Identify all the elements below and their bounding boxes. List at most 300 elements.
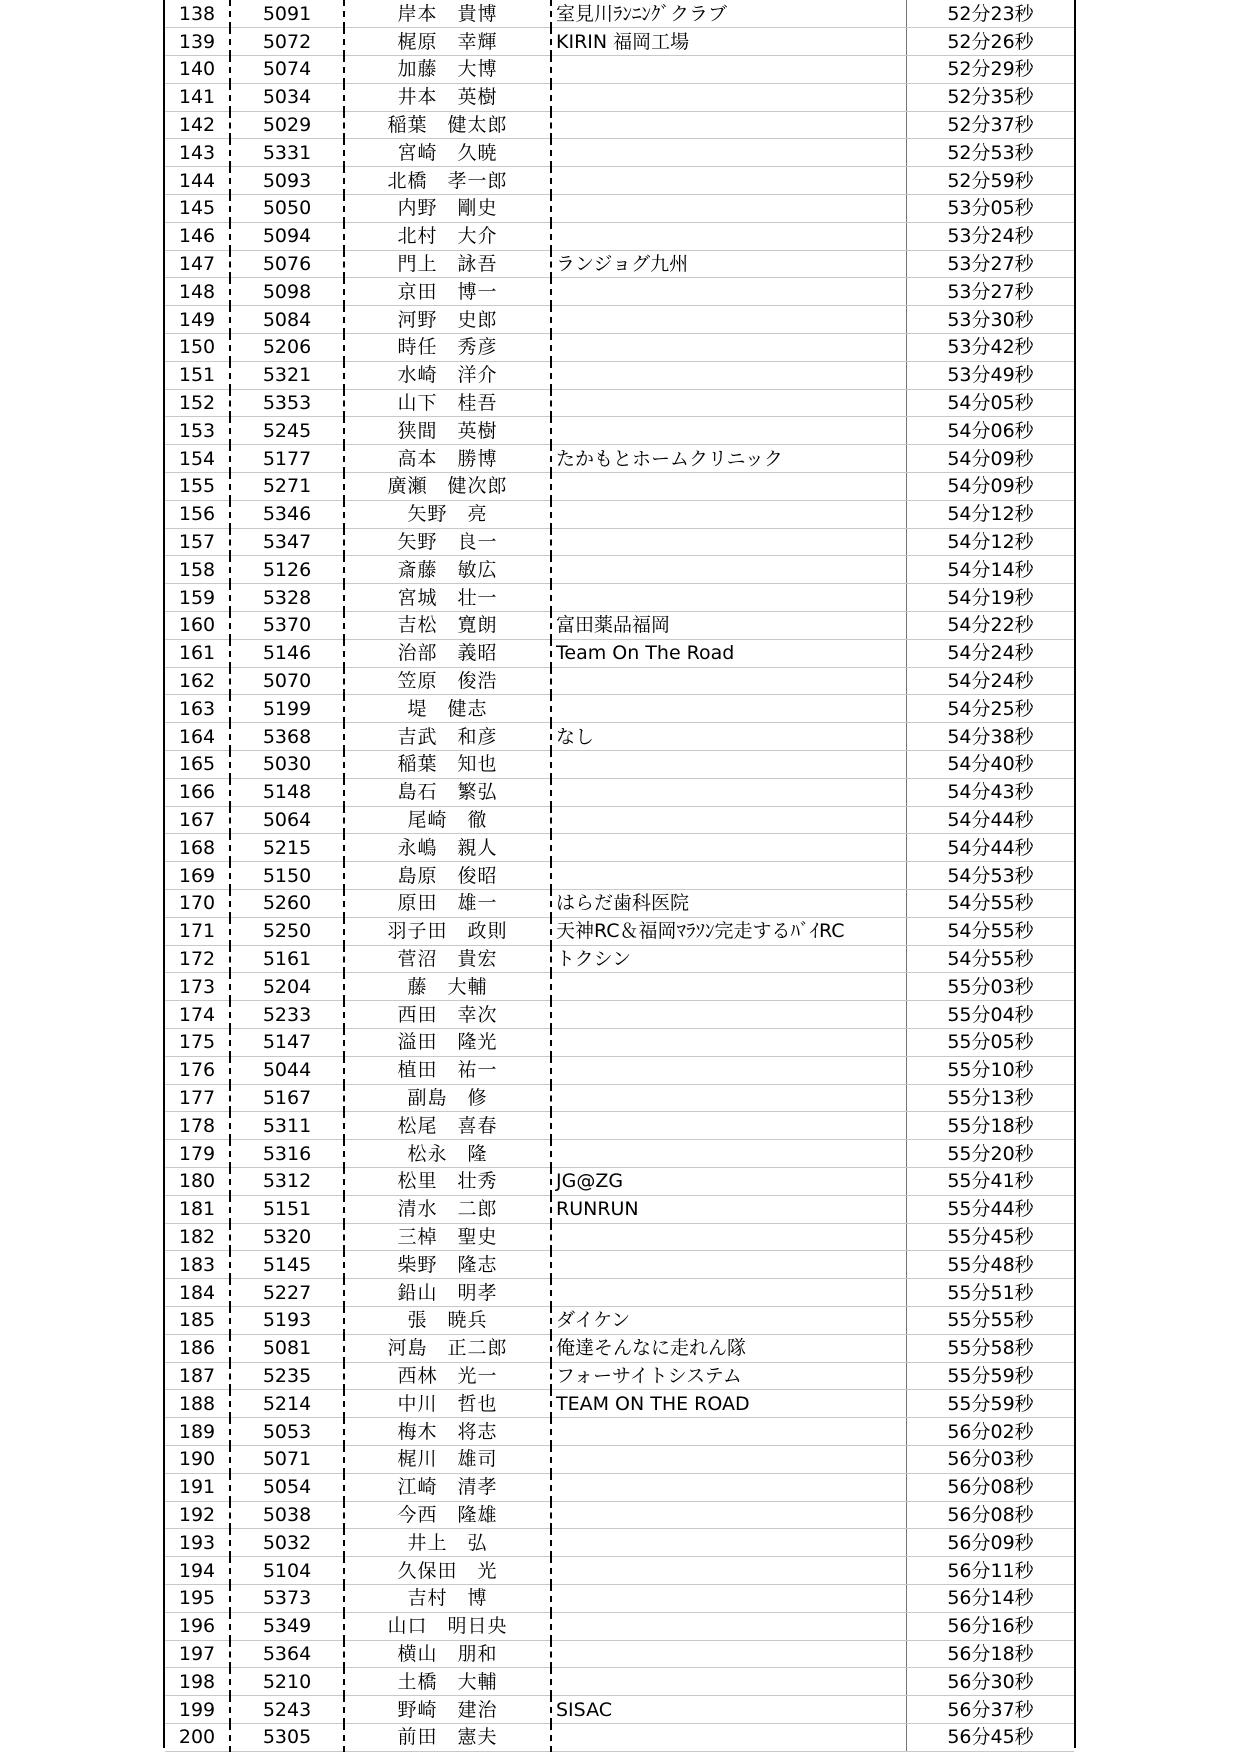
club-name-cell bbox=[551, 1501, 907, 1529]
club-name-cell bbox=[551, 1056, 907, 1084]
finish-time-cell: 55分45秒 bbox=[907, 1223, 1075, 1251]
finish-time-cell: 54分19秒 bbox=[907, 584, 1075, 612]
rank-cell: 173 bbox=[165, 973, 230, 1001]
rank-cell: 161 bbox=[165, 639, 230, 667]
rank-cell: 172 bbox=[165, 945, 230, 973]
rank-cell: 178 bbox=[165, 1112, 230, 1140]
bib-number-cell: 5084 bbox=[230, 306, 344, 334]
bib-number-cell: 5167 bbox=[230, 1084, 344, 1112]
club-name-cell bbox=[551, 584, 907, 612]
club-name-cell bbox=[551, 1473, 907, 1501]
runner-name-cell: 島原 俊昭 bbox=[344, 862, 551, 890]
finish-time-cell: 56分08秒 bbox=[907, 1473, 1075, 1501]
rank-cell: 193 bbox=[165, 1529, 230, 1557]
runner-name-cell: 松里 壮秀 bbox=[344, 1167, 551, 1195]
rank-cell: 195 bbox=[165, 1584, 230, 1612]
runner-name-cell: 尾崎 徹 bbox=[344, 806, 551, 834]
runner-name-cell: 内野 剛史 bbox=[344, 195, 551, 223]
club-name-cell bbox=[551, 778, 907, 806]
table-row bbox=[165, 1306, 1074, 1334]
club-name-cell: ランジョグ九州 bbox=[551, 250, 907, 278]
bib-number-cell: 5204 bbox=[230, 973, 344, 1001]
finish-time-cell: 54分12秒 bbox=[907, 528, 1075, 556]
rank-cell: 153 bbox=[165, 417, 230, 445]
table-row bbox=[165, 139, 1074, 167]
runner-name-cell: 松永 隆 bbox=[344, 1140, 551, 1168]
runner-name-cell: 高本 勝博 bbox=[344, 445, 551, 473]
club-name-cell bbox=[551, 1418, 907, 1446]
club-name-cell: SISAC bbox=[551, 1696, 907, 1724]
table-row bbox=[165, 1251, 1074, 1279]
rank-cell: 159 bbox=[165, 584, 230, 612]
finish-time-cell: 55分44秒 bbox=[907, 1195, 1075, 1223]
club-name-cell bbox=[551, 806, 907, 834]
runner-name-cell: 北村 大介 bbox=[344, 222, 551, 250]
bib-number-cell: 5250 bbox=[230, 917, 344, 945]
bib-number-cell: 5034 bbox=[230, 83, 344, 111]
rank-cell: 189 bbox=[165, 1418, 230, 1446]
runner-name-cell: 斎藤 敏広 bbox=[344, 556, 551, 584]
bib-number-cell: 5038 bbox=[230, 1501, 344, 1529]
club-name-cell bbox=[551, 500, 907, 528]
runner-name-cell: 永嶋 親人 bbox=[344, 834, 551, 862]
runner-name-cell: 京田 博一 bbox=[344, 278, 551, 306]
results-sheet bbox=[163, 0, 1076, 1748]
table-row bbox=[165, 473, 1074, 501]
bib-number-cell: 5193 bbox=[230, 1306, 344, 1334]
bib-number-cell: 5260 bbox=[230, 890, 344, 918]
finish-time-cell: 54分24秒 bbox=[907, 639, 1075, 667]
runner-name-cell: 中川 哲也 bbox=[344, 1390, 551, 1418]
rank-cell: 143 bbox=[165, 139, 230, 167]
finish-time-cell: 56分14秒 bbox=[907, 1584, 1075, 1612]
bib-number-cell: 5214 bbox=[230, 1390, 344, 1418]
finish-time-cell: 54分43秒 bbox=[907, 778, 1075, 806]
finish-time-cell: 53分27秒 bbox=[907, 250, 1075, 278]
bib-number-cell: 5243 bbox=[230, 1696, 344, 1724]
bib-number-cell: 5098 bbox=[230, 278, 344, 306]
table-row bbox=[165, 778, 1074, 806]
runner-name-cell: 稲葉 健太郎 bbox=[344, 111, 551, 139]
finish-time-cell: 55分04秒 bbox=[907, 1001, 1075, 1029]
table-row bbox=[165, 695, 1074, 723]
finish-time-cell: 54分24秒 bbox=[907, 667, 1075, 695]
finish-time-cell: 55分13秒 bbox=[907, 1084, 1075, 1112]
runner-name-cell: 土橋 大輔 bbox=[344, 1668, 551, 1696]
club-name-cell: KIRIN 福岡工場 bbox=[551, 28, 907, 56]
table-row bbox=[165, 195, 1074, 223]
club-name-cell bbox=[551, 1001, 907, 1029]
runner-name-cell: 河野 史郎 bbox=[344, 306, 551, 334]
table-row bbox=[165, 612, 1074, 640]
finish-time-cell: 55分51秒 bbox=[907, 1279, 1075, 1307]
rank-cell: 194 bbox=[165, 1557, 230, 1585]
runner-name-cell: 藤 大輔 bbox=[344, 973, 551, 1001]
table-row bbox=[165, 445, 1074, 473]
runner-name-cell: 三棹 聖史 bbox=[344, 1223, 551, 1251]
table-row bbox=[165, 639, 1074, 667]
club-name-cell bbox=[551, 1251, 907, 1279]
club-name-cell: Team On The Road bbox=[551, 639, 907, 667]
rank-cell: 188 bbox=[165, 1390, 230, 1418]
bib-number-cell: 5030 bbox=[230, 751, 344, 779]
table-row bbox=[165, 500, 1074, 528]
runner-name-cell: 島石 繁弘 bbox=[344, 778, 551, 806]
club-name-cell bbox=[551, 1028, 907, 1056]
club-name-cell bbox=[551, 1445, 907, 1473]
rank-cell: 142 bbox=[165, 111, 230, 139]
rank-cell: 168 bbox=[165, 834, 230, 862]
table-row bbox=[165, 1445, 1074, 1473]
bib-number-cell: 5104 bbox=[230, 1557, 344, 1585]
runner-name-cell: 植田 祐一 bbox=[344, 1056, 551, 1084]
table-row bbox=[165, 28, 1074, 56]
club-name-cell bbox=[551, 862, 907, 890]
finish-time-cell: 55分03秒 bbox=[907, 973, 1075, 1001]
runner-name-cell: 堤 健志 bbox=[344, 695, 551, 723]
club-name-cell: 天神RC＆福岡ﾏﾗｿﾝ完走するﾊﾞｲRC bbox=[551, 917, 907, 945]
club-name-cell: 富田薬品福岡 bbox=[551, 612, 907, 640]
bib-number-cell: 5346 bbox=[230, 500, 344, 528]
bib-number-cell: 5331 bbox=[230, 139, 344, 167]
bib-number-cell: 5210 bbox=[230, 1668, 344, 1696]
rank-cell: 200 bbox=[165, 1723, 230, 1751]
table-row bbox=[165, 834, 1074, 862]
finish-time-cell: 54分05秒 bbox=[907, 389, 1075, 417]
table-row bbox=[165, 1668, 1074, 1696]
table-row bbox=[165, 1112, 1074, 1140]
table-row bbox=[165, 1418, 1074, 1446]
runner-name-cell: 井上 弘 bbox=[344, 1529, 551, 1557]
bib-number-cell: 5050 bbox=[230, 195, 344, 223]
rank-cell: 165 bbox=[165, 751, 230, 779]
club-name-cell bbox=[551, 83, 907, 111]
table-row bbox=[165, 222, 1074, 250]
rank-cell: 154 bbox=[165, 445, 230, 473]
finish-time-cell: 56分16秒 bbox=[907, 1612, 1075, 1640]
table-row bbox=[165, 1640, 1074, 1668]
table-row bbox=[165, 1501, 1074, 1529]
club-name-cell: はらだ歯科医院 bbox=[551, 890, 907, 918]
runner-name-cell: 鉛山 明孝 bbox=[344, 1279, 551, 1307]
table-row bbox=[165, 56, 1074, 84]
finish-time-cell: 52分59秒 bbox=[907, 167, 1075, 195]
runner-name-cell: 西田 幸次 bbox=[344, 1001, 551, 1029]
rank-cell: 167 bbox=[165, 806, 230, 834]
club-name-cell bbox=[551, 167, 907, 195]
club-name-cell bbox=[551, 1223, 907, 1251]
runner-name-cell: 北橋 孝一郎 bbox=[344, 167, 551, 195]
runner-name-cell: 柴野 隆志 bbox=[344, 1251, 551, 1279]
rank-cell: 199 bbox=[165, 1696, 230, 1724]
rank-cell: 162 bbox=[165, 667, 230, 695]
rank-cell: 198 bbox=[165, 1668, 230, 1696]
bib-number-cell: 5076 bbox=[230, 250, 344, 278]
table-row bbox=[165, 417, 1074, 445]
club-name-cell bbox=[551, 334, 907, 362]
table-row bbox=[165, 1056, 1074, 1084]
runner-name-cell: 山下 桂吾 bbox=[344, 389, 551, 417]
finish-time-cell: 54分55秒 bbox=[907, 945, 1075, 973]
runner-name-cell: 狭間 英樹 bbox=[344, 417, 551, 445]
runner-name-cell: 張 暁兵 bbox=[344, 1306, 551, 1334]
club-name-cell bbox=[551, 973, 907, 1001]
finish-time-cell: 56分09秒 bbox=[907, 1529, 1075, 1557]
rank-cell: 152 bbox=[165, 389, 230, 417]
bib-number-cell: 5151 bbox=[230, 1195, 344, 1223]
bib-number-cell: 5071 bbox=[230, 1445, 344, 1473]
table-row bbox=[165, 1723, 1074, 1751]
table-row bbox=[165, 945, 1074, 973]
club-name-cell: たかもとホームクリニック bbox=[551, 445, 907, 473]
table-row bbox=[165, 306, 1074, 334]
table-row bbox=[165, 278, 1074, 306]
runner-name-cell: 副島 修 bbox=[344, 1084, 551, 1112]
club-name-cell bbox=[551, 306, 907, 334]
table-row bbox=[165, 1473, 1074, 1501]
bib-number-cell: 5064 bbox=[230, 806, 344, 834]
runner-name-cell: 梶原 幸輝 bbox=[344, 28, 551, 56]
rank-cell: 145 bbox=[165, 195, 230, 223]
runner-name-cell: 加藤 大博 bbox=[344, 56, 551, 84]
table-row bbox=[165, 361, 1074, 389]
bib-number-cell: 5370 bbox=[230, 612, 344, 640]
finish-time-cell: 56分18秒 bbox=[907, 1640, 1075, 1668]
finish-time-cell: 56分30秒 bbox=[907, 1668, 1075, 1696]
table-row bbox=[165, 1028, 1074, 1056]
bib-number-cell: 5271 bbox=[230, 473, 344, 501]
finish-time-cell: 54分40秒 bbox=[907, 751, 1075, 779]
table-row bbox=[165, 0, 1074, 28]
rank-cell: 156 bbox=[165, 500, 230, 528]
runner-name-cell: 久保田 光 bbox=[344, 1557, 551, 1585]
rank-cell: 185 bbox=[165, 1306, 230, 1334]
finish-time-cell: 56分11秒 bbox=[907, 1557, 1075, 1585]
club-name-cell bbox=[551, 111, 907, 139]
bib-number-cell: 5070 bbox=[230, 667, 344, 695]
club-name-cell: なし bbox=[551, 723, 907, 751]
finish-time-cell: 55分58秒 bbox=[907, 1334, 1075, 1362]
rank-cell: 187 bbox=[165, 1362, 230, 1390]
rank-cell: 148 bbox=[165, 278, 230, 306]
table-row bbox=[165, 862, 1074, 890]
table-row bbox=[165, 1529, 1074, 1557]
finish-time-cell: 53分27秒 bbox=[907, 278, 1075, 306]
rank-cell: 149 bbox=[165, 306, 230, 334]
finish-time-cell: 52分26秒 bbox=[907, 28, 1075, 56]
club-name-cell bbox=[551, 751, 907, 779]
runner-name-cell: 矢野 良一 bbox=[344, 528, 551, 556]
table-row bbox=[165, 973, 1074, 1001]
runner-name-cell: 梅木 将志 bbox=[344, 1418, 551, 1446]
table-row bbox=[165, 1334, 1074, 1362]
finish-time-cell: 52分23秒 bbox=[907, 0, 1075, 28]
bib-number-cell: 5091 bbox=[230, 0, 344, 28]
runner-name-cell: 吉松 寛朗 bbox=[344, 612, 551, 640]
rank-cell: 177 bbox=[165, 1084, 230, 1112]
runner-name-cell: 矢野 亮 bbox=[344, 500, 551, 528]
club-name-cell: フォーサイトシステム bbox=[551, 1362, 907, 1390]
bib-number-cell: 5235 bbox=[230, 1362, 344, 1390]
bib-number-cell: 5146 bbox=[230, 639, 344, 667]
rank-cell: 158 bbox=[165, 556, 230, 584]
rank-cell: 183 bbox=[165, 1251, 230, 1279]
bib-number-cell: 5199 bbox=[230, 695, 344, 723]
finish-time-cell: 53分30秒 bbox=[907, 306, 1075, 334]
rank-cell: 192 bbox=[165, 1501, 230, 1529]
bib-number-cell: 5245 bbox=[230, 417, 344, 445]
table-row bbox=[165, 723, 1074, 751]
club-name-cell bbox=[551, 1557, 907, 1585]
bib-number-cell: 5312 bbox=[230, 1167, 344, 1195]
bib-number-cell: 5215 bbox=[230, 834, 344, 862]
table-row bbox=[165, 1279, 1074, 1307]
runner-name-cell: 梶川 雄司 bbox=[344, 1445, 551, 1473]
runner-name-cell: 菅沼 貴宏 bbox=[344, 945, 551, 973]
bib-number-cell: 5320 bbox=[230, 1223, 344, 1251]
runner-name-cell: 治部 義昭 bbox=[344, 639, 551, 667]
bib-number-cell: 5349 bbox=[230, 1612, 344, 1640]
bib-number-cell: 5227 bbox=[230, 1279, 344, 1307]
table-row bbox=[165, 1167, 1074, 1195]
table-row bbox=[165, 250, 1074, 278]
runner-name-cell: 時任 秀彦 bbox=[344, 334, 551, 362]
runner-name-cell: 今西 隆雄 bbox=[344, 1501, 551, 1529]
runner-name-cell: 西林 光一 bbox=[344, 1362, 551, 1390]
bib-number-cell: 5054 bbox=[230, 1473, 344, 1501]
runner-name-cell: 吉武 和彦 bbox=[344, 723, 551, 751]
bib-number-cell: 5074 bbox=[230, 56, 344, 84]
rank-cell: 166 bbox=[165, 778, 230, 806]
finish-time-cell: 55分59秒 bbox=[907, 1390, 1075, 1418]
table-row bbox=[165, 1696, 1074, 1724]
runner-name-cell: 吉村 博 bbox=[344, 1584, 551, 1612]
club-name-cell: 室見川ﾗﾝﾆﾝｸﾞクラブ bbox=[551, 0, 907, 28]
table-row bbox=[165, 1612, 1074, 1640]
finish-time-cell: 54分14秒 bbox=[907, 556, 1075, 584]
bib-number-cell: 5072 bbox=[230, 28, 344, 56]
bib-number-cell: 5145 bbox=[230, 1251, 344, 1279]
runner-name-cell: 清水 二郎 bbox=[344, 1195, 551, 1223]
runner-name-cell: 原田 雄一 bbox=[344, 890, 551, 918]
rank-cell: 171 bbox=[165, 917, 230, 945]
table-row bbox=[165, 528, 1074, 556]
table-row bbox=[165, 806, 1074, 834]
table-row bbox=[165, 1557, 1074, 1585]
finish-time-cell: 53分49秒 bbox=[907, 361, 1075, 389]
finish-time-cell: 54分22秒 bbox=[907, 612, 1075, 640]
bib-number-cell: 5094 bbox=[230, 222, 344, 250]
bib-number-cell: 5347 bbox=[230, 528, 344, 556]
results-table bbox=[165, 0, 1074, 1752]
rank-cell: 157 bbox=[165, 528, 230, 556]
runner-name-cell: 岸本 貴博 bbox=[344, 0, 551, 28]
runner-name-cell: 門上 詠吾 bbox=[344, 250, 551, 278]
club-name-cell bbox=[551, 1723, 907, 1751]
rank-cell: 180 bbox=[165, 1167, 230, 1195]
finish-time-cell: 54分55秒 bbox=[907, 917, 1075, 945]
runner-name-cell: 松尾 喜春 bbox=[344, 1112, 551, 1140]
finish-time-cell: 54分09秒 bbox=[907, 445, 1075, 473]
finish-time-cell: 55分10秒 bbox=[907, 1056, 1075, 1084]
table-row bbox=[165, 1223, 1074, 1251]
finish-time-cell: 54分44秒 bbox=[907, 806, 1075, 834]
bib-number-cell: 5321 bbox=[230, 361, 344, 389]
bib-number-cell: 5029 bbox=[230, 111, 344, 139]
finish-time-cell: 54分25秒 bbox=[907, 695, 1075, 723]
finish-time-cell: 56分03秒 bbox=[907, 1445, 1075, 1473]
rank-cell: 184 bbox=[165, 1279, 230, 1307]
bib-number-cell: 5305 bbox=[230, 1723, 344, 1751]
rank-cell: 182 bbox=[165, 1223, 230, 1251]
rank-cell: 175 bbox=[165, 1028, 230, 1056]
finish-time-cell: 54分09秒 bbox=[907, 473, 1075, 501]
bib-number-cell: 5368 bbox=[230, 723, 344, 751]
bib-number-cell: 5150 bbox=[230, 862, 344, 890]
bib-number-cell: 5161 bbox=[230, 945, 344, 973]
club-name-cell bbox=[551, 222, 907, 250]
runner-name-cell: 廣瀬 健次郎 bbox=[344, 473, 551, 501]
rank-cell: 144 bbox=[165, 167, 230, 195]
finish-time-cell: 53分42秒 bbox=[907, 334, 1075, 362]
table-row bbox=[165, 1584, 1074, 1612]
table-row bbox=[165, 167, 1074, 195]
club-name-cell bbox=[551, 667, 907, 695]
runner-name-cell: 山口 明日央 bbox=[344, 1612, 551, 1640]
club-name-cell bbox=[551, 1279, 907, 1307]
bib-number-cell: 5316 bbox=[230, 1140, 344, 1168]
club-name-cell bbox=[551, 1084, 907, 1112]
finish-time-cell: 55分59秒 bbox=[907, 1362, 1075, 1390]
finish-time-cell: 54分53秒 bbox=[907, 862, 1075, 890]
finish-time-cell: 52分35秒 bbox=[907, 83, 1075, 111]
table-row bbox=[165, 584, 1074, 612]
club-name-cell: RUNRUN bbox=[551, 1195, 907, 1223]
table-row bbox=[165, 1390, 1074, 1418]
rank-cell: 147 bbox=[165, 250, 230, 278]
finish-time-cell: 52分29秒 bbox=[907, 56, 1075, 84]
rank-cell: 191 bbox=[165, 1473, 230, 1501]
club-name-cell bbox=[551, 1112, 907, 1140]
bib-number-cell: 5353 bbox=[230, 389, 344, 417]
rank-cell: 146 bbox=[165, 222, 230, 250]
bib-number-cell: 5081 bbox=[230, 1334, 344, 1362]
bib-number-cell: 5032 bbox=[230, 1529, 344, 1557]
rank-cell: 151 bbox=[165, 361, 230, 389]
bib-number-cell: 5147 bbox=[230, 1028, 344, 1056]
runner-name-cell: 横山 朋和 bbox=[344, 1640, 551, 1668]
club-name-cell: JG@ZG bbox=[551, 1167, 907, 1195]
runner-name-cell: 宮城 壮一 bbox=[344, 584, 551, 612]
bib-number-cell: 5093 bbox=[230, 167, 344, 195]
rank-cell: 138 bbox=[165, 0, 230, 28]
bib-number-cell: 5148 bbox=[230, 778, 344, 806]
runner-name-cell: 井本 英樹 bbox=[344, 83, 551, 111]
rank-cell: 163 bbox=[165, 695, 230, 723]
finish-time-cell: 55分48秒 bbox=[907, 1251, 1075, 1279]
club-name-cell bbox=[551, 1140, 907, 1168]
club-name-cell bbox=[551, 56, 907, 84]
finish-time-cell: 55分20秒 bbox=[907, 1140, 1075, 1168]
bib-number-cell: 5311 bbox=[230, 1112, 344, 1140]
club-name-cell bbox=[551, 195, 907, 223]
rank-cell: 196 bbox=[165, 1612, 230, 1640]
table-row bbox=[165, 917, 1074, 945]
table-row bbox=[165, 1001, 1074, 1029]
finish-time-cell: 56分45秒 bbox=[907, 1723, 1075, 1751]
bib-number-cell: 5126 bbox=[230, 556, 344, 584]
table-row bbox=[165, 1140, 1074, 1168]
